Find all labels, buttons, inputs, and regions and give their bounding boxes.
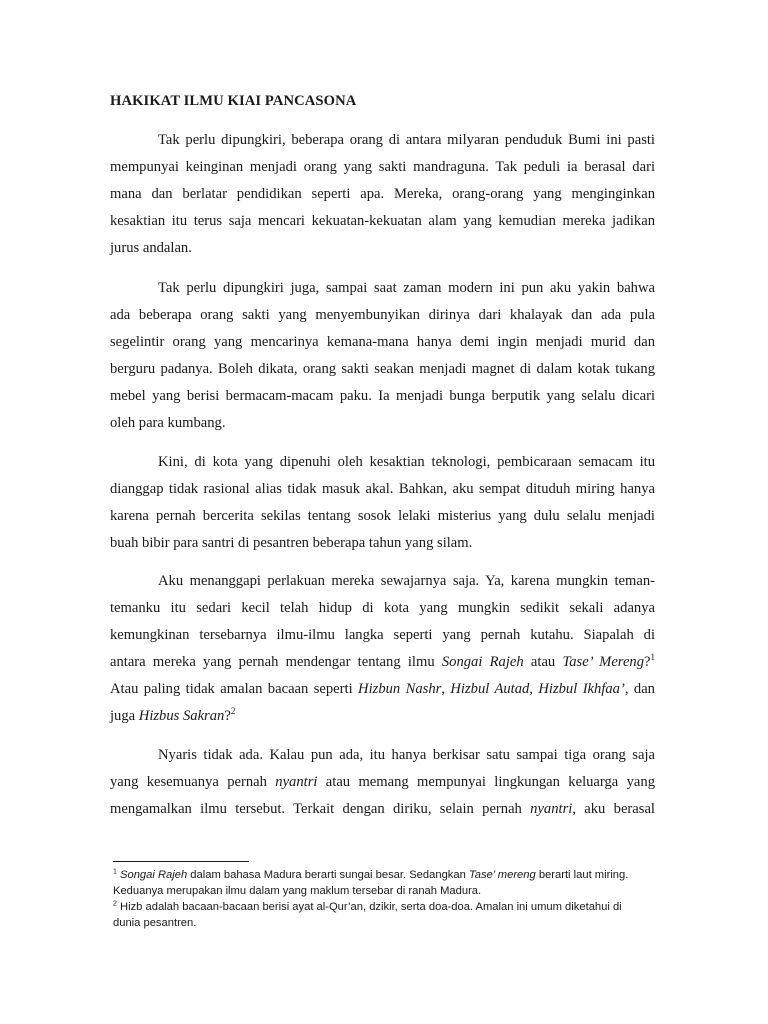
italic-term: nyantri xyxy=(530,801,573,817)
footnote-ref-1[interactable]: 1 xyxy=(650,652,656,663)
italic-term: Hizbun Nashr xyxy=(358,681,442,697)
paragraph-line: mempunyai keinginan menjadi orang yang sakti mandraguna. Tak peduli ia berasal dari xyxy=(110,159,655,175)
footnote-text: Hizb adalah bacaan-bacaan berisi ayat al-Qur’an, dzikir, serta doa-doa. Amalan ini umum diketahui di xyxy=(116,901,622,913)
paragraph-line: karena pernah bercerita sekilas tentang sosok lelaki misterius yang dulu selalu menjadi xyxy=(110,508,655,524)
italic-term: Songai Rajeh xyxy=(441,654,524,670)
paragraph-line: oleh para kumbang. xyxy=(110,415,226,431)
line-text: antara mereka yang pernah mendengar tentang ilmu xyxy=(110,654,442,670)
document-title: HAKIKAT ILMU KIAI PANCASONA xyxy=(110,93,357,109)
footnote-text: berarti laut miring. xyxy=(535,869,629,881)
line-text: atau memang mempunyai lingkungan keluarga yang xyxy=(317,774,656,790)
paragraph-line: mebel yang berisi bermacam-macam paku. Ia menjadi bunga berputik yang selalu dicari xyxy=(110,388,655,404)
paragraph-line: kesaktian itu terus saja mencari kekuatan-kekuatan alam yang kemudian mereka jadikan xyxy=(110,213,655,229)
line-text: atau xyxy=(523,654,563,670)
paragraph-2 xyxy=(110,275,655,437)
paragraph-line: Tak perlu dipungkiri juga, sampai saat zaman modern ini pun aku yakin bahwa xyxy=(158,280,655,296)
paragraph-line xyxy=(110,796,655,823)
paragraph-line: Nyaris tidak ada. Kalau pun ada, itu hanya berkisar satu sampai tiga orang saja xyxy=(158,747,655,763)
italic-term: Hizbul Autad, Hizbul Ikhfaa’, xyxy=(450,681,629,697)
paragraph-1 xyxy=(110,127,655,262)
line-text: yang kesemuanya pernah xyxy=(110,774,276,790)
line-text: juga xyxy=(110,708,139,724)
footnote-line xyxy=(113,867,643,883)
footnote-text: dalam bahasa Madura berarti sungai besar. Sedangkan xyxy=(187,869,469,881)
footnote-number: 2 xyxy=(113,900,117,908)
line-text: , xyxy=(441,681,451,697)
paragraph-line: kemungkinan tersebarnya ilmu-ilmu langka seperti yang pernah kutahu. Siapalah di xyxy=(110,627,655,643)
paragraph-line: berguru padanya. Boleh dikata, orang sakti seakan menjadi magnet di dalam kotak tukang xyxy=(110,361,655,377)
paragraph-line: dianggap tidak rasional alias tidak masuk akal. Bahkan, aku sempat dituduh miring hanya xyxy=(110,481,655,497)
paragraph-line: Aku menanggapi perlakuan mereka sewajarnya saja. Ya, karena mungkin teman- xyxy=(158,573,655,589)
paragraph-line: Tak perlu dipungkiri, beberapa orang di antara milyaran penduduk Bumi ini pasti xyxy=(158,132,655,148)
italic-term: Tase’ mereng xyxy=(468,869,536,881)
line-text: mengamalkan ilmu tersebut. Terkait dengan diriku, selain pernah xyxy=(110,801,531,817)
line-text: ? xyxy=(224,708,231,724)
line-text: ? xyxy=(644,654,651,670)
paragraph-line: jurus andalan. xyxy=(110,240,192,256)
paragraph-line xyxy=(110,769,655,796)
footnote-1 xyxy=(113,867,643,899)
footnote-line: Keduanya merupakan ilmu dalam yang maklum tersebar di ranah Madura. xyxy=(113,885,482,897)
footnote-number: 1 xyxy=(113,868,117,876)
paragraph-4 xyxy=(110,568,655,730)
line-text: dan xyxy=(628,681,655,697)
paragraph-line xyxy=(110,703,655,730)
line-text: , aku berasal xyxy=(572,801,655,817)
paragraph-line: segelintir orang yang mencarinya kemana-mana hanya demi ingin menjadi murid dan xyxy=(110,334,655,350)
footnote-line xyxy=(113,899,643,915)
paragraph-line xyxy=(110,649,655,676)
footnote-separator xyxy=(113,861,249,862)
line-text: Atau paling tidak amalan bacaan seperti xyxy=(110,681,359,697)
paragraph-line xyxy=(110,676,655,703)
paragraph-3 xyxy=(110,449,655,557)
italic-term: nyantri xyxy=(275,774,318,790)
paragraph-5 xyxy=(110,742,655,823)
paragraph-line: Kini, di kota yang dipenuhi oleh kesaktian teknologi, pembicaraan semacam itu xyxy=(158,454,655,470)
footnote-line: dunia pesantren. xyxy=(113,917,197,929)
footnote-2 xyxy=(113,899,643,931)
paragraph-line: mana dan berlatar pendidikan seperti apa. Mereka, orang-orang yang menginginkan xyxy=(110,186,655,202)
italic-term: Hizbus Sakran xyxy=(138,708,225,724)
italic-term: Songai Rajeh xyxy=(120,869,188,881)
paragraph-line: ada beberapa orang sakti yang menyembunyikan dirinya dari khalayak dan ada pula xyxy=(110,307,655,323)
paragraph-line: temanku itu sedari kecil telah hidup di kota yang mungkin sedikit sekali adanya xyxy=(110,600,655,616)
footnote-ref-2[interactable]: 2 xyxy=(230,706,236,717)
italic-term: Tase’ Mereng xyxy=(562,654,645,670)
paragraph-line: buah bibir para santri di pesantren beberapa tahun yang silam. xyxy=(110,535,473,551)
